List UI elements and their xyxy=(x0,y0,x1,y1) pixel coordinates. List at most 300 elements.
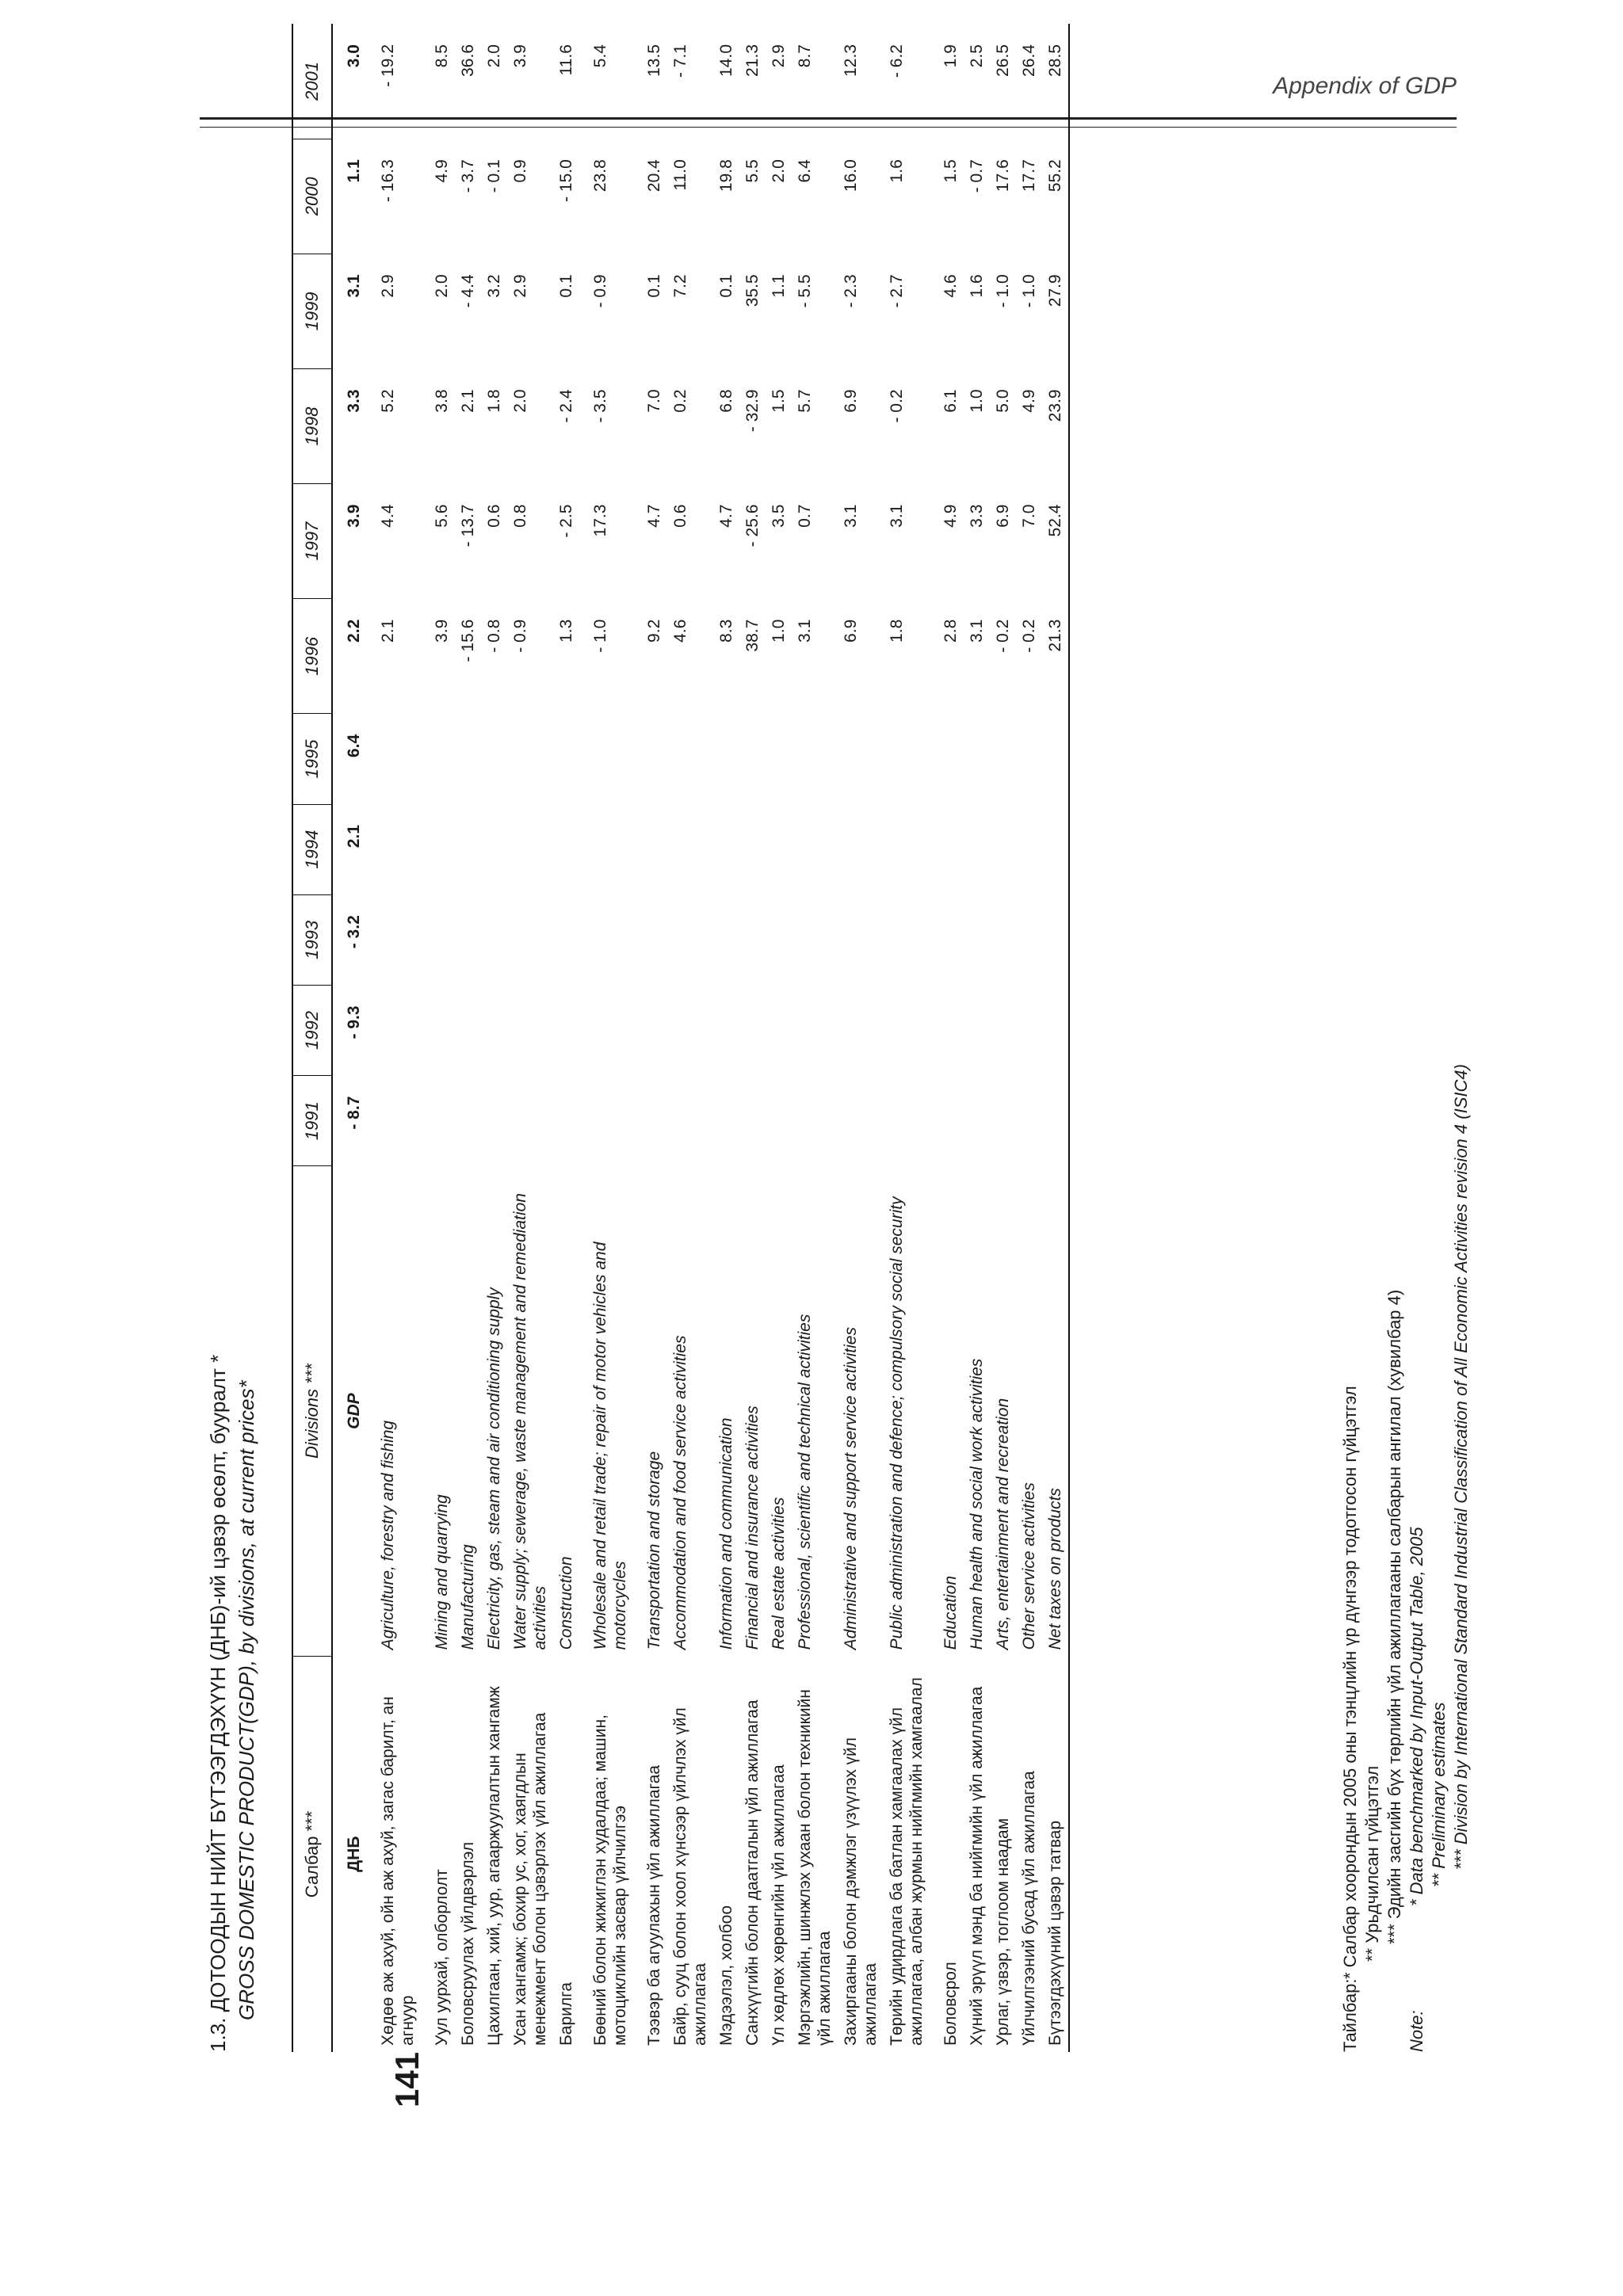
value-cell: - 0.2 xyxy=(888,389,906,423)
table-row xyxy=(579,24,633,2052)
value-cell: - 25.6 xyxy=(743,504,762,547)
value-cell: 3.1 xyxy=(888,504,906,528)
value-cell: 3.2 xyxy=(485,274,503,298)
value-cell xyxy=(553,804,579,894)
value-cell: 4.7 xyxy=(645,504,663,528)
value-cell: 3.9 xyxy=(345,504,363,528)
value-cell: 17.6 xyxy=(994,159,1012,193)
row-label-en: Transportation and storage xyxy=(645,1451,663,1650)
value-cell xyxy=(667,804,713,894)
table-title-en: GROSS DOMESTIC PRODUCT(GDP), by divisions, at current prices* xyxy=(235,1380,258,2020)
value-cell: 0.6 xyxy=(671,504,689,528)
row-label-mn: Мэргэжлийн, шинжлэх ухаан болон техникийн үйл ажиллагаа xyxy=(796,1689,834,2046)
value-cell: 26.5 xyxy=(994,44,1012,77)
value-cell xyxy=(739,714,766,804)
value-cell: 21.3 xyxy=(743,44,762,77)
value-cell: 6.8 xyxy=(717,389,735,413)
value-cell xyxy=(990,804,1016,894)
value-cell: 4.6 xyxy=(671,619,689,643)
value-cell xyxy=(667,985,713,1075)
value-cell: 20.4 xyxy=(645,159,663,193)
value-cell: 35.5 xyxy=(743,274,762,307)
value-cell xyxy=(667,714,713,804)
value-cell xyxy=(375,714,421,804)
value-cell xyxy=(930,804,964,894)
value-cell: 3.5 xyxy=(769,504,788,528)
value-cell: 6.9 xyxy=(842,619,860,643)
notes-label-en: Note: xyxy=(1407,2010,1426,2052)
value-cell: 3.9 xyxy=(511,44,529,68)
note-mn-1: * Салбар хоорондын 2005 оны тэнцлийн үр дүнгээр тодотгосон гүйцэтгэл xyxy=(1340,1386,1360,1979)
value-cell xyxy=(1016,1076,1042,1166)
value-cell: 2.0 xyxy=(511,389,529,413)
value-cell xyxy=(884,894,930,985)
value-cell: - 0.9 xyxy=(591,274,609,308)
col-header-year: 1998 xyxy=(292,368,332,483)
value-cell: - 0.2 xyxy=(994,619,1012,653)
value-cell: - 7.1 xyxy=(671,44,689,78)
value-cell: - 1.0 xyxy=(1020,274,1038,308)
row-label-en: Wholesale and retail trade; repair of motor vehicles and motorcycles xyxy=(591,1241,629,1650)
value-cell xyxy=(579,714,633,804)
value-cell xyxy=(455,894,481,985)
value-cell: 5.6 xyxy=(433,504,451,528)
table-row xyxy=(964,24,990,2052)
col-header-en: Divisions *** xyxy=(292,1166,332,1657)
value-cell xyxy=(838,714,884,804)
value-cell: 4.4 xyxy=(379,504,397,528)
value-cell: - 1.0 xyxy=(591,619,609,653)
note-mn-2: ** Урьдчилсан гүйцэтгэл xyxy=(1362,1765,1382,1962)
value-cell xyxy=(884,1076,930,1166)
row-label-mn: Байр, сууц болон хоол хүнсээр үйлчлэх үйл ажиллагаа xyxy=(671,1707,709,2046)
value-cell: - 15.6 xyxy=(459,619,477,662)
row-label-mn: Үл хөдлөх хөрөнгийн үйл ажиллагаа xyxy=(769,1764,788,2046)
value-cell: - 3.2 xyxy=(345,915,363,949)
value-cell xyxy=(990,894,1016,985)
value-cell xyxy=(375,985,421,1075)
value-cell: - 5.5 xyxy=(796,274,814,308)
table-body xyxy=(332,24,1069,2052)
value-cell xyxy=(1042,1076,1069,1166)
value-cell xyxy=(838,1076,884,1166)
value-cell xyxy=(964,714,990,804)
value-cell: 16.0 xyxy=(842,159,860,193)
row-label-mn: Бөөний болон жижиглэн худалдаа; машин, мотоциклийн засвар үйлчилгээ xyxy=(591,1714,629,2046)
value-cell xyxy=(766,804,792,894)
value-cell xyxy=(633,894,667,985)
value-cell: 6.9 xyxy=(842,389,860,413)
table-row xyxy=(375,24,421,2052)
value-cell: 4.9 xyxy=(1020,389,1038,413)
value-cell xyxy=(884,985,930,1075)
running-header: Appendix of GDP xyxy=(1273,73,1457,99)
value-cell xyxy=(838,804,884,894)
value-cell: 4.7 xyxy=(717,504,735,528)
value-cell: 2.1 xyxy=(459,389,477,413)
value-cell: 0.9 xyxy=(511,159,529,183)
value-cell: 11.0 xyxy=(671,159,689,191)
table-row xyxy=(667,24,713,2052)
table-row xyxy=(455,24,481,2052)
value-cell: 14.0 xyxy=(717,44,735,77)
value-cell: - 0.8 xyxy=(485,619,503,653)
value-cell xyxy=(579,894,633,985)
row-label-en: Agriculture, forestry and fishing xyxy=(379,1420,397,1650)
value-cell: - 15.0 xyxy=(557,159,575,202)
row-label-en: Mining and quarrying xyxy=(433,1494,451,1650)
row-label-en: Public administration and defence; compulsory social security xyxy=(888,1196,906,1650)
value-cell xyxy=(667,1076,713,1166)
col-header-year: 1995 xyxy=(292,714,332,804)
value-cell xyxy=(739,894,766,985)
col-header-year: 2000 xyxy=(292,139,332,254)
table-row xyxy=(633,24,667,2052)
value-cell: 3.1 xyxy=(796,619,814,643)
rotated-table-block xyxy=(206,0,1471,2052)
value-cell: 11.6 xyxy=(557,44,575,76)
row-label-en: Water supply; sewerage, waste management and remediation activities xyxy=(511,1193,549,1650)
value-cell xyxy=(481,804,507,894)
value-cell xyxy=(667,894,713,985)
col-header-year: 1991 xyxy=(292,1076,332,1166)
col-header-year: 1992 xyxy=(292,985,332,1075)
value-cell: 9.2 xyxy=(645,619,663,643)
value-cell: 36.6 xyxy=(459,44,477,77)
col-header-year: 1996 xyxy=(292,599,332,714)
value-cell xyxy=(930,985,964,1075)
value-cell: 1.5 xyxy=(769,389,788,413)
row-label-mn: Бүтээгдэхүүний цэвэр татвар xyxy=(1042,1656,1069,2052)
row-label-mn: ДНБ xyxy=(345,1836,363,1872)
value-cell xyxy=(553,714,579,804)
value-cell xyxy=(930,894,964,985)
row-label-en: Manufacturing xyxy=(459,1544,477,1650)
row-label-mn: Хөдөө аж ахуй, ойн аж ахуй, загас барилт, ан агнуур xyxy=(379,1696,417,2046)
table-row xyxy=(792,24,838,2052)
value-cell: 6.9 xyxy=(994,504,1012,528)
value-cell: 17.7 xyxy=(1020,159,1038,193)
table-row xyxy=(507,24,553,2052)
value-cell xyxy=(739,985,766,1075)
table-row xyxy=(421,24,455,2052)
value-cell xyxy=(990,985,1016,1075)
value-cell xyxy=(739,1076,766,1166)
value-cell: - 9.3 xyxy=(345,1005,363,1039)
row-label-en: GDP xyxy=(345,1393,363,1429)
value-cell: 1.8 xyxy=(888,619,906,643)
value-cell xyxy=(1042,894,1069,985)
value-cell xyxy=(507,894,553,985)
value-cell xyxy=(375,1076,421,1166)
row-label-en: Real estate activities xyxy=(769,1497,788,1650)
value-cell: 52.4 xyxy=(1042,484,1069,599)
value-cell: 1.0 xyxy=(968,389,986,413)
row-label-mn: Санхүүгийн болон даатгалын үйл ажиллагаа xyxy=(743,1699,762,2046)
row-label-mn: Уул уурхай, олборлолт xyxy=(433,1869,451,2046)
value-cell: 5.5 xyxy=(743,159,762,183)
value-cell: 5.4 xyxy=(591,44,609,68)
row-label-mn: Цахилгаан, хий, уур, агааржуулалтын хангамж xyxy=(485,1686,503,2046)
table-row xyxy=(838,24,884,2052)
value-cell xyxy=(507,804,553,894)
value-cell: 8.5 xyxy=(433,44,451,68)
value-cell xyxy=(884,804,930,894)
value-cell xyxy=(1042,985,1069,1075)
value-cell: 1.0 xyxy=(769,619,788,643)
table-row xyxy=(713,24,739,2052)
value-cell xyxy=(507,714,553,804)
row-label-en: Financial and insurance activities xyxy=(743,1405,762,1650)
value-cell xyxy=(990,1076,1016,1166)
row-label-mn: Боловсруулах үйлдвэрлэл xyxy=(459,1841,477,2046)
value-cell: 38.7 xyxy=(743,619,762,652)
col-header-year: 1993 xyxy=(292,894,332,985)
value-cell xyxy=(766,894,792,985)
row-label-en: Electricity, gas, steam and air conditioning supply xyxy=(485,1287,503,1650)
page-number: 141 xyxy=(388,2051,426,2107)
value-cell: - 8.7 xyxy=(345,1096,363,1130)
value-cell xyxy=(481,1076,507,1166)
value-cell xyxy=(375,894,421,985)
notes xyxy=(1339,1064,1472,2052)
table-header-row xyxy=(292,24,332,2052)
value-cell: 2.0 xyxy=(433,274,451,298)
value-cell xyxy=(792,1076,838,1166)
note-en-2: ** Preliminary estimates xyxy=(1429,1702,1449,1887)
value-cell xyxy=(579,1076,633,1166)
value-cell xyxy=(633,985,667,1075)
value-cell xyxy=(713,894,739,985)
value-cell: - 6.2 xyxy=(888,44,906,78)
value-cell: - 0.1 xyxy=(485,159,503,193)
value-cell xyxy=(792,894,838,985)
value-cell: - 19.2 xyxy=(379,44,397,87)
value-cell xyxy=(739,804,766,894)
value-cell: 6.4 xyxy=(345,734,363,758)
value-cell: 2.9 xyxy=(379,274,397,298)
col-header-year: 2001 xyxy=(292,24,332,139)
table-row xyxy=(481,24,507,2052)
row-label-en: Accommodation and food service activities xyxy=(671,1335,689,1650)
value-cell: 2.0 xyxy=(769,159,788,183)
value-cell: 7.2 xyxy=(671,274,689,298)
value-cell xyxy=(553,985,579,1075)
value-cell xyxy=(455,714,481,804)
row-label-mn: Төрийн удирдлага ба батлан хамгаалах үйл ажиллагаа, албан журмын нийгмийн хамгаалал xyxy=(888,1677,926,2046)
value-cell xyxy=(713,714,739,804)
value-cell: 0.8 xyxy=(511,504,529,528)
value-cell: 3.1 xyxy=(968,619,986,643)
value-cell: 2.9 xyxy=(769,44,788,68)
value-cell: 1.6 xyxy=(968,274,986,298)
table-row xyxy=(766,24,792,2052)
value-cell: - 0.7 xyxy=(968,159,986,193)
value-cell xyxy=(792,985,838,1075)
value-cell xyxy=(633,1076,667,1166)
col-header-mn: Салбар *** xyxy=(292,1656,332,2052)
value-cell xyxy=(421,714,455,804)
value-cell xyxy=(930,714,964,804)
value-cell: - 3.5 xyxy=(591,389,609,423)
row-label-en: Administrative and support service activities xyxy=(842,1327,860,1650)
value-cell: - 1.0 xyxy=(994,274,1012,308)
notes-label-mn: Тайлбар: xyxy=(1340,1978,1360,2052)
row-label-en: Education xyxy=(941,1575,960,1650)
gdp-total-row xyxy=(332,24,375,2052)
value-cell: 0.2 xyxy=(671,389,689,413)
row-label-mn: Урлаг, үзвэр, тоглоом наадам xyxy=(994,1817,1012,2046)
value-cell xyxy=(421,1076,455,1166)
value-cell xyxy=(1042,804,1069,894)
value-cell: 28.5 xyxy=(1042,24,1069,139)
table-row xyxy=(990,24,1016,2052)
value-cell: 1.3 xyxy=(557,619,575,643)
value-cell: 0.1 xyxy=(557,274,575,298)
value-cell xyxy=(1042,714,1069,804)
row-label-mn: Захиргааны болон дэмжлэг үзүүлэх үйл ажиллагаа xyxy=(842,1737,880,2046)
row-label-en: Information and communication xyxy=(717,1417,735,1650)
value-cell: 6.4 xyxy=(796,159,814,183)
value-cell xyxy=(1016,714,1042,804)
value-cell: - 13.7 xyxy=(459,504,477,547)
value-cell xyxy=(713,985,739,1075)
gdp-table xyxy=(292,24,1070,2052)
value-cell: 4.6 xyxy=(941,274,960,298)
row-label-mn: Үйлчилгээний бусад үйл ажиллагаа xyxy=(1020,1771,1038,2046)
value-cell xyxy=(930,1076,964,1166)
value-cell: - 2.5 xyxy=(557,504,575,538)
value-cell xyxy=(838,894,884,985)
value-cell: 1.5 xyxy=(941,159,960,183)
value-cell xyxy=(507,1076,553,1166)
row-label-en: Other service activities xyxy=(1020,1482,1038,1650)
value-cell: 5.2 xyxy=(379,389,397,413)
value-cell: - 4.4 xyxy=(459,274,477,308)
value-cell xyxy=(1016,985,1042,1075)
value-cell: 2.0 xyxy=(485,44,503,68)
table-row xyxy=(1016,24,1042,2052)
table-title-mn: 1.3. ДОТООДЫН НИЙТ БҮТЭЭГДЭХҮҮН (ДНБ)-ий цэвэр өсөлт, бууралт * xyxy=(206,1354,230,2052)
value-cell: 3.1 xyxy=(842,504,860,528)
value-cell: 3.9 xyxy=(433,619,451,643)
value-cell xyxy=(375,804,421,894)
value-cell: 2.8 xyxy=(941,619,960,643)
value-cell xyxy=(633,804,667,894)
value-cell xyxy=(553,894,579,985)
table-row xyxy=(739,24,766,2052)
col-header-year: 1999 xyxy=(292,254,332,368)
value-cell: 27.9 xyxy=(1042,254,1069,368)
value-cell: 0.1 xyxy=(717,274,735,298)
value-cell: 55.2 xyxy=(1042,139,1069,254)
value-cell xyxy=(553,1076,579,1166)
value-cell: - 16.3 xyxy=(379,159,397,202)
value-cell xyxy=(481,985,507,1075)
value-cell: 2.1 xyxy=(345,825,363,849)
value-cell xyxy=(884,714,930,804)
value-cell: 2.1 xyxy=(379,619,397,643)
value-cell xyxy=(964,804,990,894)
value-cell xyxy=(481,714,507,804)
value-cell xyxy=(421,804,455,894)
value-cell: 0.6 xyxy=(485,504,503,528)
value-cell: 13.5 xyxy=(645,44,663,77)
value-cell xyxy=(713,804,739,894)
value-cell: 3.3 xyxy=(968,504,986,528)
value-cell xyxy=(633,714,667,804)
value-cell xyxy=(766,714,792,804)
value-cell: 23.8 xyxy=(591,159,609,193)
value-cell xyxy=(766,1076,792,1166)
table-row xyxy=(930,24,964,2052)
value-cell: - 2.7 xyxy=(888,274,906,308)
value-cell: 1.1 xyxy=(345,159,363,183)
value-cell: 4.9 xyxy=(941,504,960,528)
value-cell: - 0.2 xyxy=(1020,619,1038,653)
col-header-year: 1997 xyxy=(292,484,332,599)
value-cell xyxy=(507,985,553,1075)
value-cell xyxy=(455,804,481,894)
value-cell: 8.3 xyxy=(717,619,735,643)
value-cell: 19.8 xyxy=(717,159,735,193)
value-cell: 2.5 xyxy=(968,44,986,68)
value-cell: 5.0 xyxy=(994,389,1012,413)
row-label-mn: Усан хангамж; бохир ус, хог, хаягдлын менежмент болон цэвэрлэх үйл ажиллагаа xyxy=(511,1712,549,2046)
col-header-year: 1994 xyxy=(292,804,332,894)
value-cell xyxy=(1016,804,1042,894)
value-cell: - 32.9 xyxy=(743,389,762,433)
value-cell: 12.3 xyxy=(842,44,860,77)
value-cell xyxy=(455,985,481,1075)
value-cell: - 2.3 xyxy=(842,274,860,308)
row-label-mn: Тээвэр ба агуулахын үйл ажиллагаа xyxy=(645,1764,663,2046)
value-cell xyxy=(792,714,838,804)
note-mn-3: *** Эдийн засгийн бүх төрлийн үйл ажиллагааны салбарын ангилал (хувилбар 4) xyxy=(1384,1289,1404,1944)
value-cell xyxy=(421,985,455,1075)
value-cell: 26.4 xyxy=(1020,44,1038,77)
value-cell: 7.0 xyxy=(645,389,663,413)
note-en-1: * Data benchmarked by Input-Output Table, 2005 xyxy=(1407,1527,1426,1906)
value-cell: 0.7 xyxy=(796,504,814,528)
value-cell: 7.0 xyxy=(1020,504,1038,528)
value-cell: 3.0 xyxy=(345,44,363,68)
table-row xyxy=(884,24,930,2052)
value-cell: 8.7 xyxy=(796,44,814,68)
row-label-mn: Мэдээлэл, холбоо xyxy=(717,1905,735,2046)
value-cell: 3.1 xyxy=(345,274,363,298)
value-cell: 23.9 xyxy=(1042,368,1069,483)
value-cell xyxy=(792,804,838,894)
value-cell: 2.9 xyxy=(511,274,529,298)
value-cell: 5.7 xyxy=(796,389,814,413)
value-cell: - 0.9 xyxy=(511,619,529,653)
value-cell xyxy=(579,804,633,894)
note-en-3: *** Division by International Standard Industrial Classification of All Economic Activities revision 4 (ISIC4) xyxy=(1451,1064,1471,1870)
value-cell xyxy=(990,714,1016,804)
row-label-en: Professional, scientific and technical activities xyxy=(796,1314,814,1650)
value-cell: 1.9 xyxy=(941,44,960,68)
value-cell xyxy=(713,1076,739,1166)
row-label-mn: Барилга xyxy=(557,1981,575,2046)
value-cell: 3.8 xyxy=(433,389,451,413)
value-cell: 1.1 xyxy=(769,274,788,298)
value-cell xyxy=(579,985,633,1075)
value-cell xyxy=(766,985,792,1075)
row-label-en: Arts, entertainment and recreation xyxy=(994,1398,1012,1650)
value-cell xyxy=(481,894,507,985)
value-cell: 4.9 xyxy=(433,159,451,183)
